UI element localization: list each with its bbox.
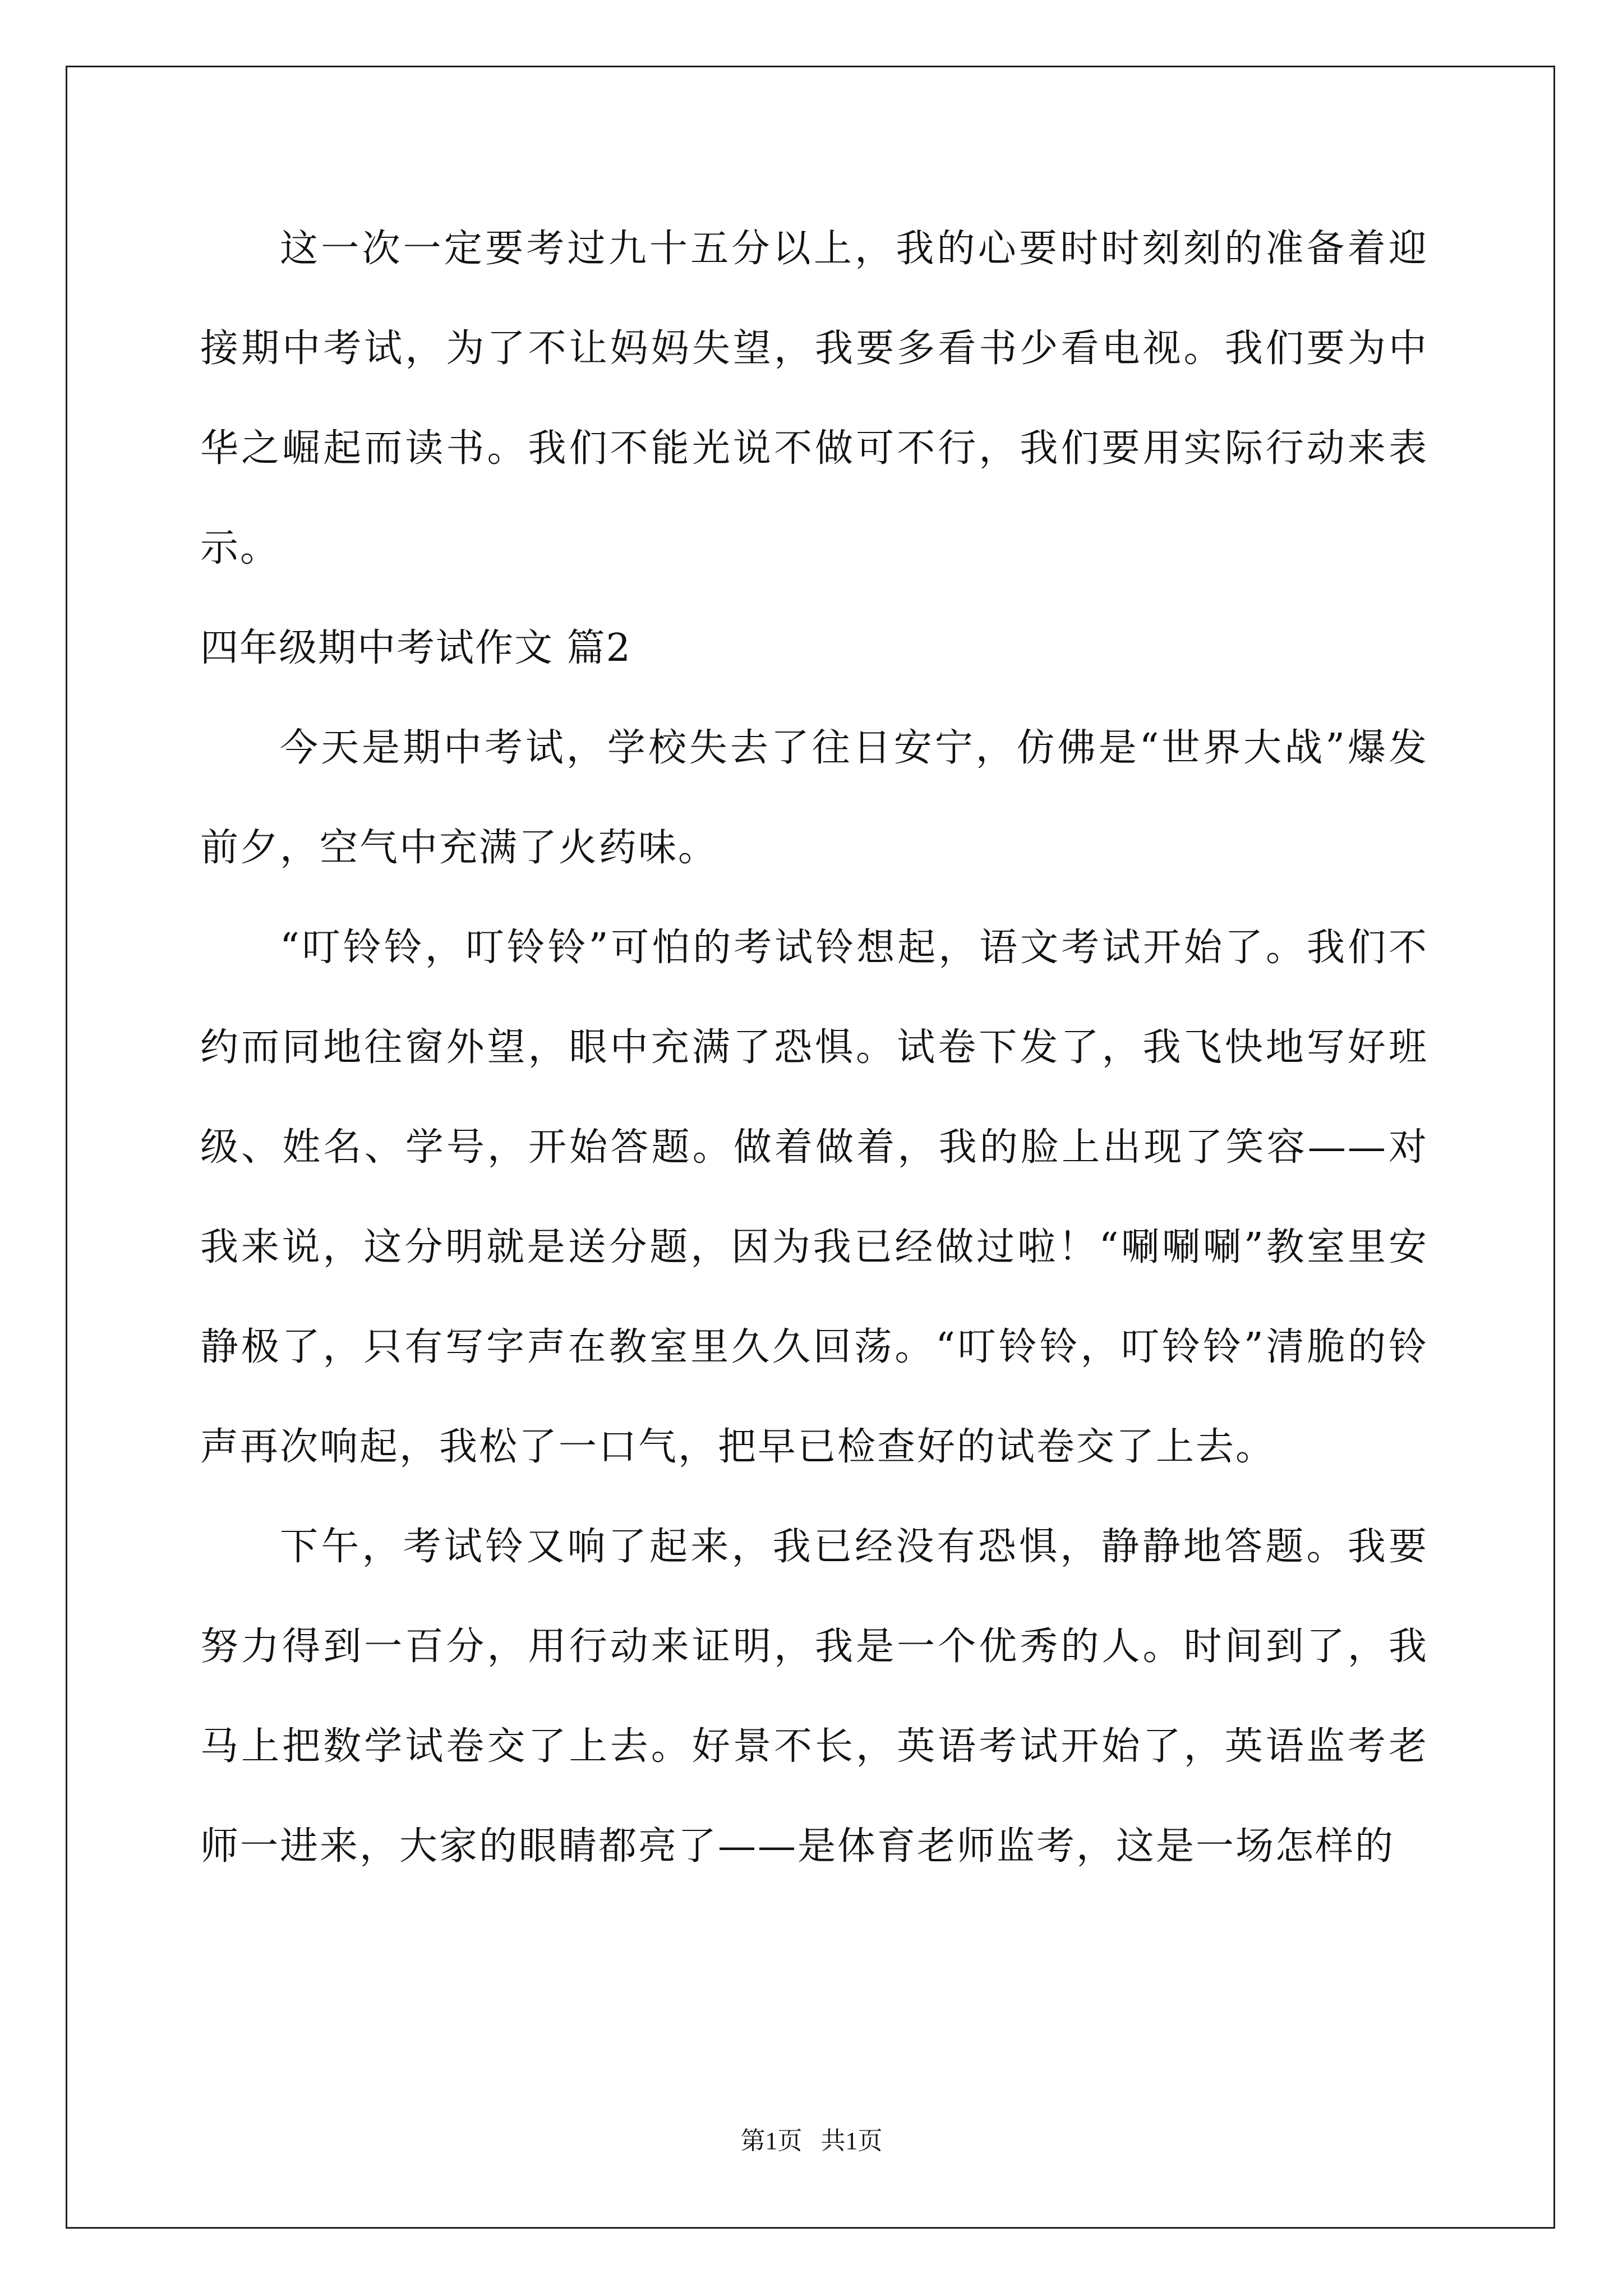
paragraph-1: 这一次一定要考过九十五分以上，我的心要时时刻刻的准备着迎接期中考试，为了不让妈妈失望，我要多看书少看电视。我们要为中华之崛起而读书。我们不能光说不做可不行，我们要用实际行动来表示。: [200, 227, 1428, 570]
section-heading: 四年级期中考试作文 篇2: [200, 626, 631, 670]
document-body: [200, 199, 1428, 1897]
paragraph-2: 今天是期中考试，学校失去了往日安宁，仿佛是“世界大战”爆发前夕，空气中充满了火药味。: [200, 726, 1428, 870]
page-number-footer: 第1页 共1页: [740, 2127, 883, 2155]
paragraph-3: “叮铃铃，叮铃铃”可怕的考试铃想起，语文考试开始了。我们不约而同地往窗外望，眼中充满了恐惧。试卷下发了，我飞快地写好班级、姓名、学号，开始答题。做着做着，我的脸上出现了笑容——对我来说，这分明就是送分题，因为我已经做过啦！“唰唰唰”教室里安静极了，只有写字声在教室里久久回荡。“叮铃铃，叮铃铃”清脆的铃声再次响起，我松了一口气，把早已检查好的试卷交了上去。: [200, 926, 1428, 1469]
paragraph-4: 下午，考试铃又响了起来，我已经没有恐惧，静静地答题。我要努力得到一百分，用行动来证明，我是一个优秀的人。时间到了，我马上把数学试卷交了上去。好景不长，英语考试开始了，英语监考老师一进来，大家的眼睛都亮了——是体育老师监考，这是一场怎样的: [200, 1525, 1428, 1869]
